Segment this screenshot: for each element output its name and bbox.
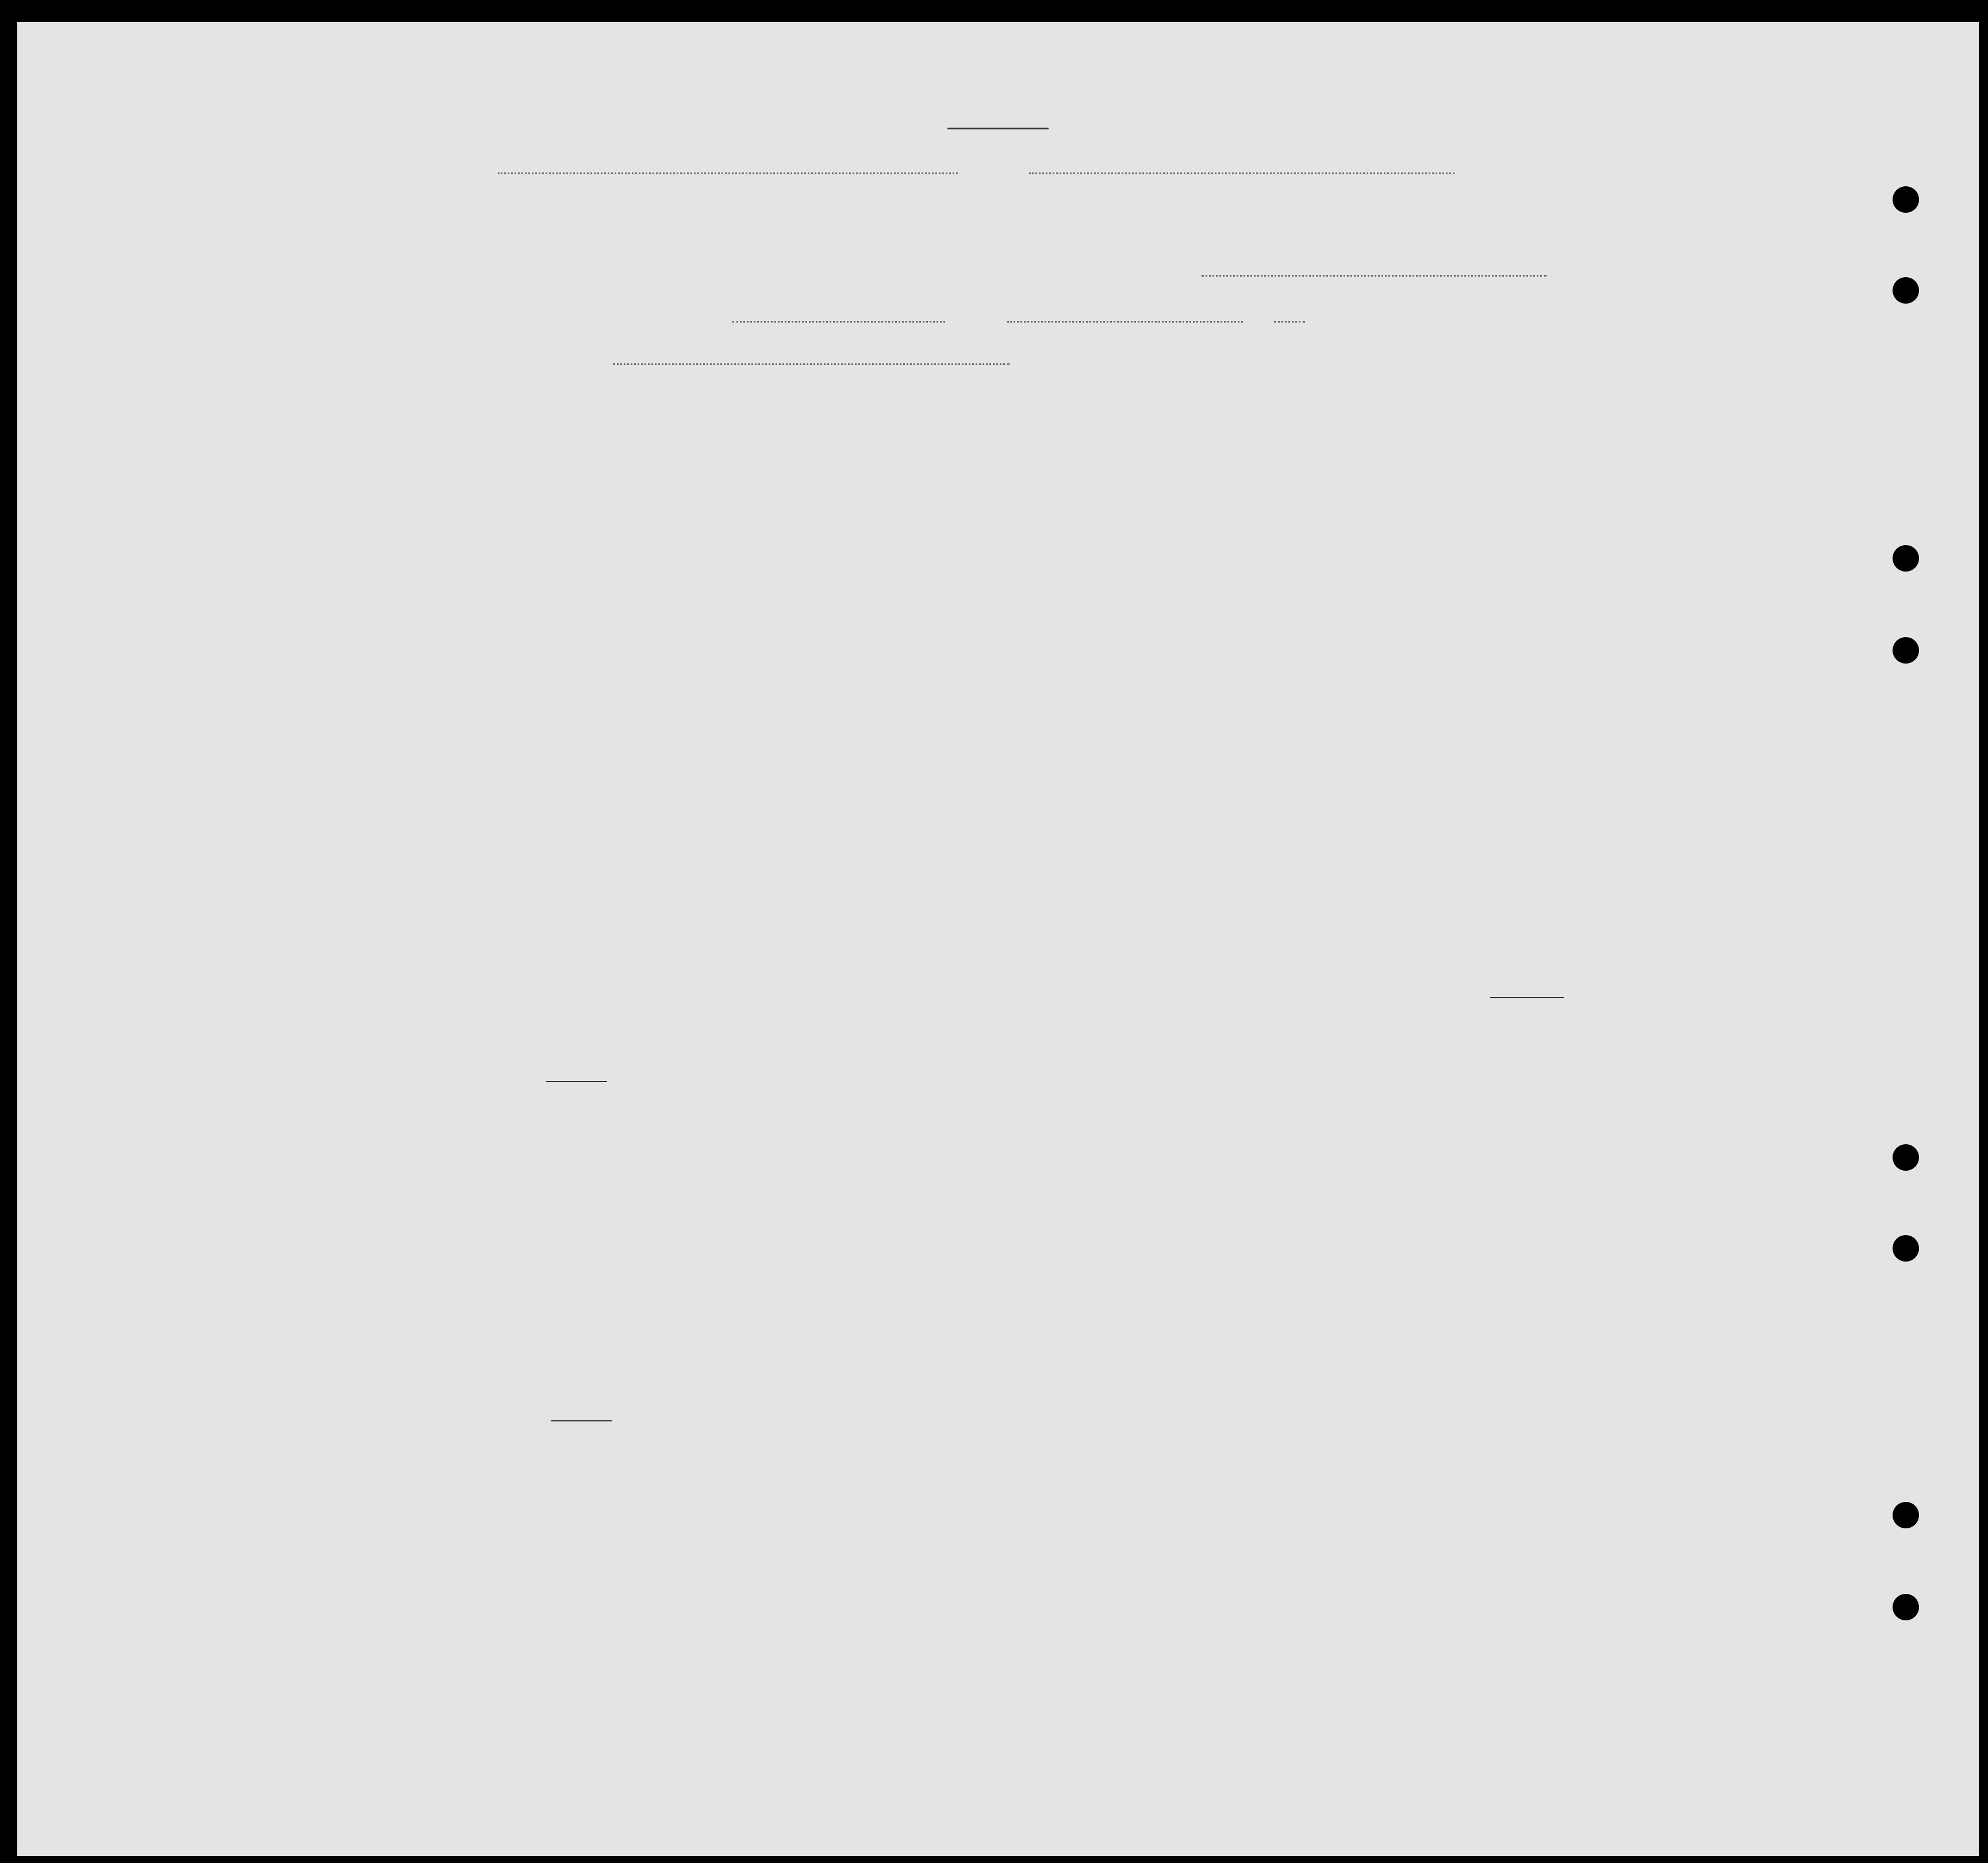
year-line (1274, 321, 1305, 323)
punch-hole (1893, 277, 1919, 304)
signature-line (1202, 275, 1546, 277)
month-line (1007, 321, 1243, 323)
title-rule (947, 128, 1049, 129)
cfr-rule (551, 1420, 612, 1421)
punch-hole (1893, 545, 1919, 572)
name-line (498, 172, 958, 174)
vessel-line (1029, 172, 1454, 174)
inspector-line (613, 363, 1010, 365)
punch-hole (1893, 1235, 1919, 1262)
punch-hole (1893, 186, 1919, 213)
races-rule (1490, 997, 1564, 998)
punch-hole (1893, 1502, 1919, 1528)
punch-hole (1893, 637, 1919, 664)
notice-rule (546, 1081, 607, 1082)
punch-hole (1893, 1594, 1919, 1620)
punch-hole (1893, 1144, 1919, 1171)
form-page (17, 22, 1979, 1856)
sworn-date-line (732, 321, 945, 323)
